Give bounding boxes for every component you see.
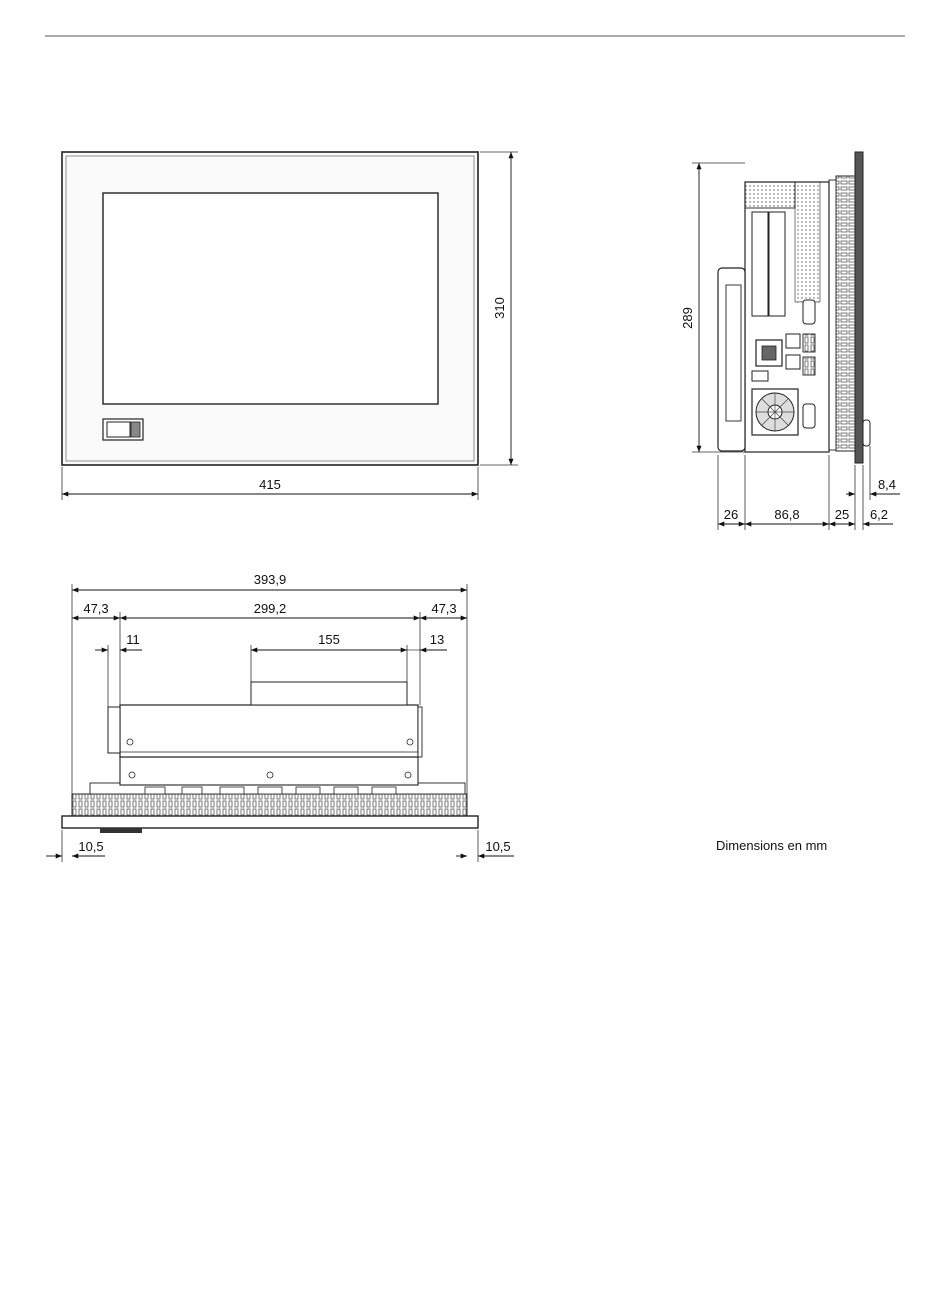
dim-label-8-4: 8,4 <box>877 477 897 492</box>
serial-port <box>803 300 815 324</box>
left-flange <box>108 707 120 753</box>
top-view <box>46 572 514 862</box>
top-raised-block <box>251 682 407 705</box>
units-note: Dimensions en mm <box>716 838 828 853</box>
mounting-clamp <box>863 420 870 446</box>
front-view <box>62 152 518 500</box>
dim-label-310: 310 <box>492 297 507 319</box>
dim-label-26: 26 <box>723 507 739 522</box>
ethernet-port <box>786 334 800 348</box>
dim-label-86-8: 86,8 <box>774 507 800 522</box>
dim-label-10-5-right: 10,5 <box>485 839 511 854</box>
dim-label-289: 289 <box>680 307 695 329</box>
dim-label-6-2: 6,2 <box>869 507 889 522</box>
dim-label-47-3-left: 47,3 <box>83 601 109 616</box>
side-front-panel <box>855 152 863 463</box>
dim-label-11: 11 <box>126 632 140 647</box>
side-vent-column <box>836 176 855 451</box>
expansion-slot <box>752 212 768 316</box>
top-front-panel <box>62 816 478 828</box>
top-vent-strip <box>72 794 467 816</box>
dim-label-10-5-left: 10,5 <box>78 839 104 854</box>
dim-label-299-2: 299,2 <box>253 601 287 616</box>
dim-label-47-3-right: 47,3 <box>431 601 457 616</box>
front-screen <box>103 193 438 404</box>
dim-label-155: 155 <box>318 632 340 647</box>
dim-label-393-9: 393,9 <box>253 572 287 587</box>
usb-ports <box>803 334 815 352</box>
dim-label-13: 13 <box>429 632 445 647</box>
top-housing <box>120 757 418 785</box>
side-view <box>680 152 900 530</box>
dim-label-25: 25 <box>834 507 850 522</box>
dim-label-415: 415 <box>259 477 281 492</box>
